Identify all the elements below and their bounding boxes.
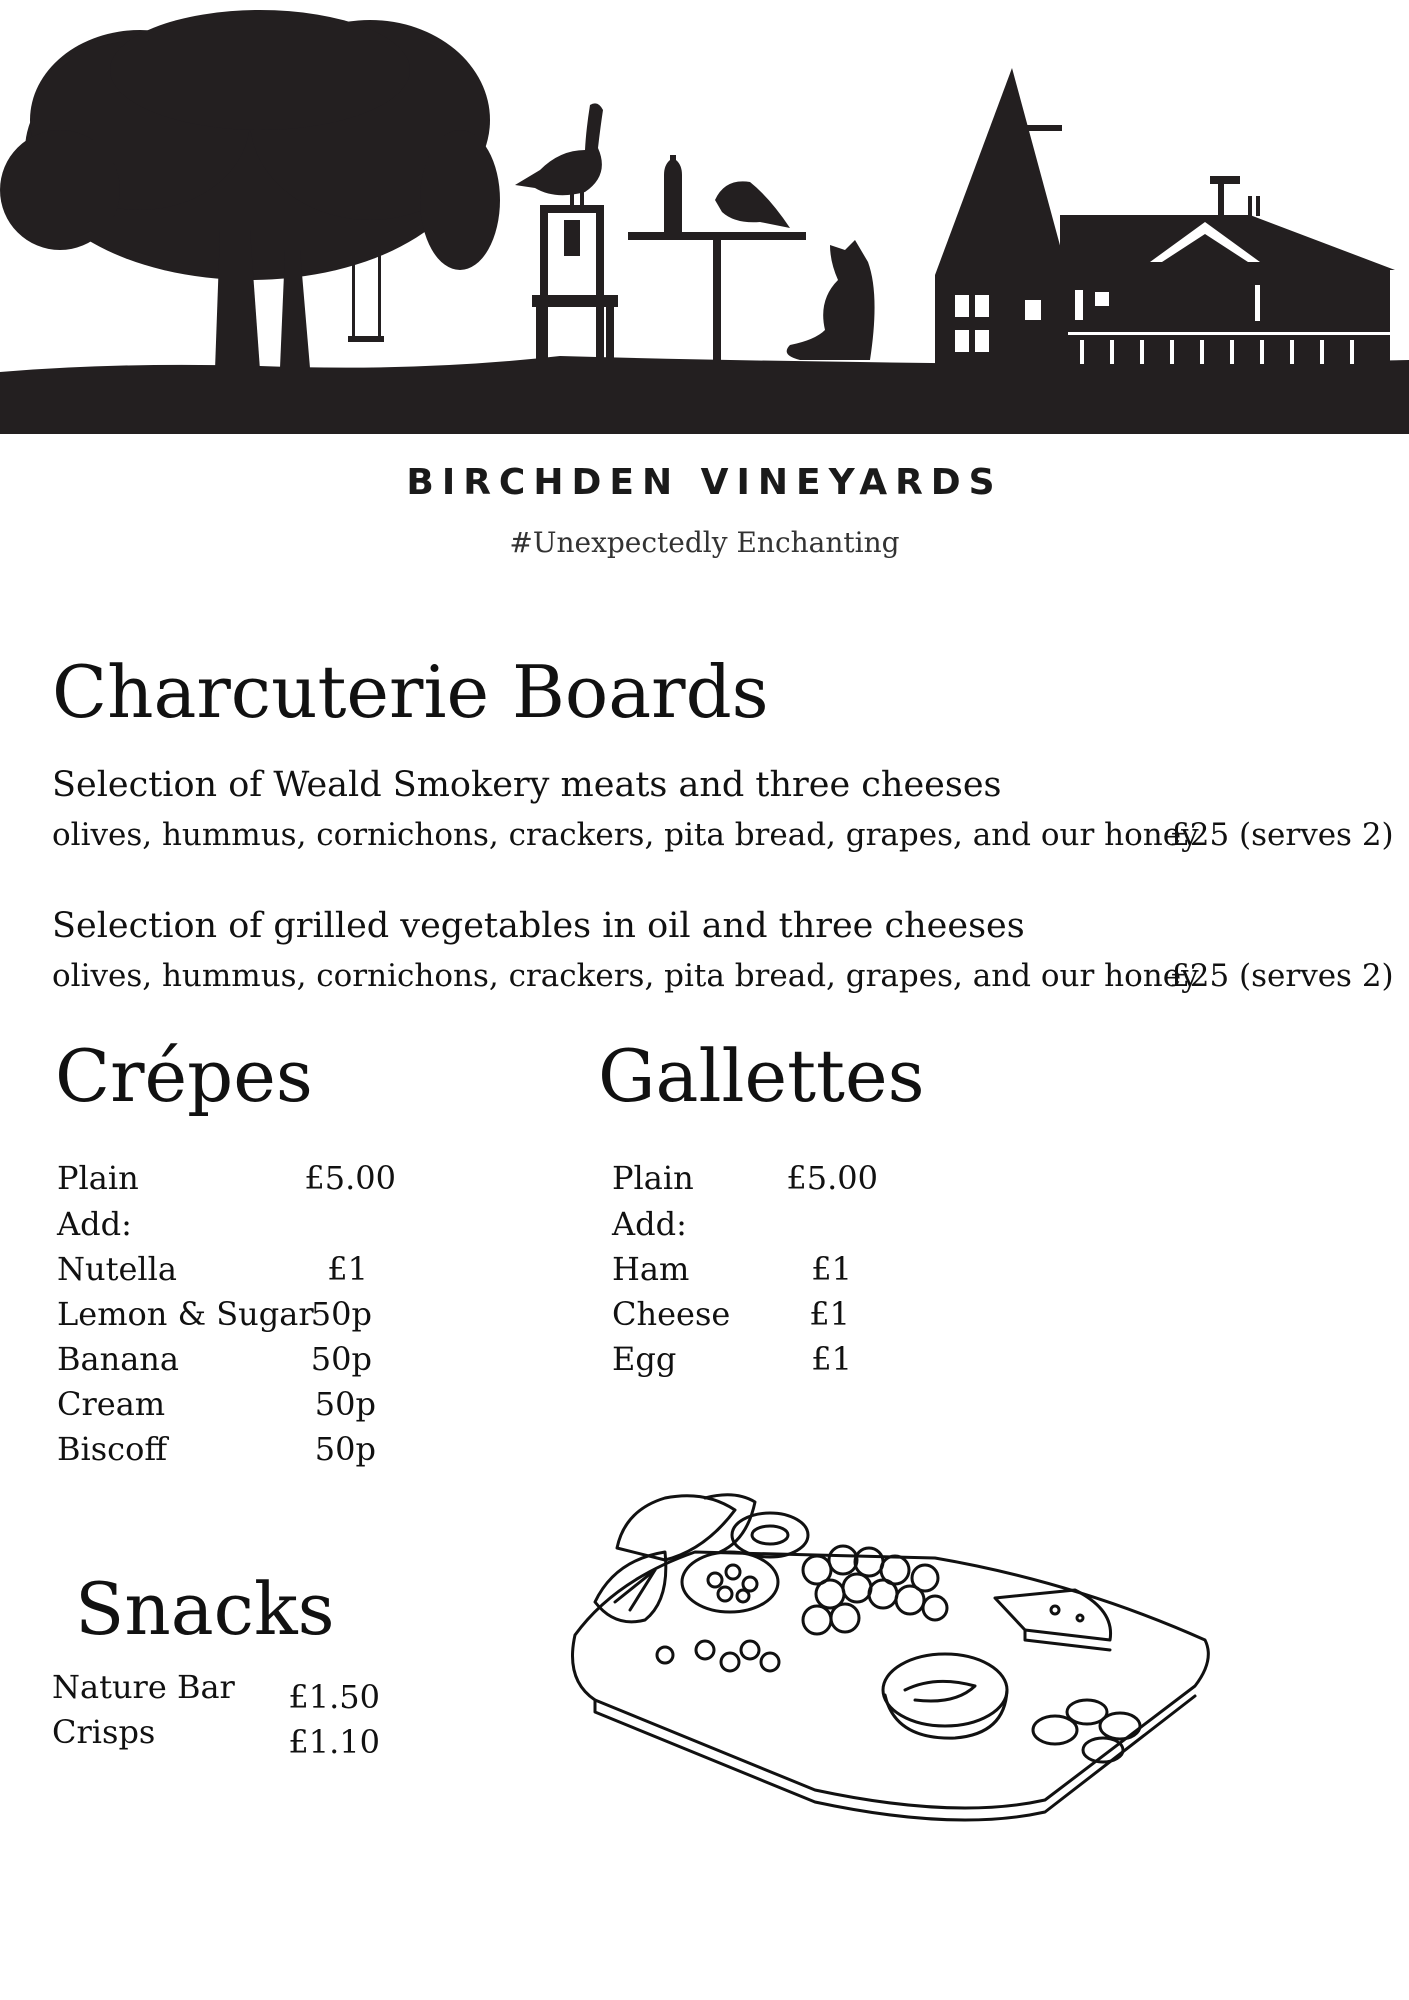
gallettes-extra-price: £1: [809, 1295, 850, 1333]
oast-house-icon: [935, 68, 1068, 370]
tree-icon: [0, 10, 500, 370]
crepes-base-price: £5.00: [304, 1159, 396, 1197]
crepes-extra-price: 50p: [314, 1385, 376, 1423]
gallettes-heading: Gallettes: [598, 1034, 925, 1118]
crepes-extra-price: 50p: [310, 1340, 372, 1378]
bird-icon: [715, 181, 790, 228]
charcuterie-heading: Charcuterie Boards: [52, 650, 769, 734]
charcuterie-item-2-description: olives, hummus, cornichons, crackers, pita bread, grapes, and our honey: [52, 958, 1199, 994]
gallettes-extra-name: Ham: [612, 1250, 690, 1288]
snacks-item-price: £1.10: [288, 1723, 380, 1761]
table-icon: [628, 155, 806, 365]
gallettes-extra-name: Cheese: [612, 1295, 731, 1333]
charcuterie-item-2-price: £25 (serves 2): [1170, 958, 1394, 994]
gallettes-add-label: Add:: [612, 1205, 687, 1243]
brand-name: BIRCHDEN VINEYARDS: [406, 462, 1003, 503]
charcuterie-board-sketch: [555, 1490, 1215, 1830]
charcuterie-item-1-price: £25 (serves 2): [1170, 817, 1394, 853]
snacks-item-price: £1.50: [288, 1678, 380, 1716]
crepes-extra-price: 50p: [310, 1295, 372, 1333]
charcuterie-item-1-description: olives, hummus, cornichons, crackers, pita bread, grapes, and our honey: [52, 817, 1199, 853]
snacks-item-name: Crisps: [52, 1713, 156, 1751]
gallettes-extra-price: £1: [811, 1340, 852, 1378]
crepes-base-name: Plain: [57, 1159, 139, 1197]
crepes-extra-price: £1: [327, 1250, 368, 1288]
crepes-extra-name: Cream: [57, 1385, 166, 1423]
gallettes-base-price: £5.00: [786, 1159, 878, 1197]
tagline: #Unexpectedly Enchanting: [509, 526, 900, 559]
crepes-extra-name: Lemon & Sugar: [57, 1295, 314, 1333]
countryside-silhouette-banner: [0, 0, 1409, 440]
crepes-extra-name: Banana: [57, 1340, 179, 1378]
crepes-add-label: Add:: [57, 1205, 132, 1243]
fox-icon: [787, 240, 875, 360]
crepes-heading: Crépes: [55, 1034, 313, 1118]
snacks-item-name: Nature Bar: [52, 1668, 235, 1706]
crepes-extra-name: Nutella: [57, 1250, 177, 1288]
goose-icon: [515, 103, 603, 206]
charcuterie-item-2-name: Selection of grilled vegetables in oil and three cheeses: [52, 906, 1025, 946]
crepes-extra-price: 50p: [314, 1430, 376, 1468]
crepes-extra-name: Biscoff: [57, 1430, 168, 1468]
snacks-heading: Snacks: [75, 1567, 335, 1651]
gallettes-extra-price: £1: [811, 1250, 852, 1288]
gallettes-extra-name: Egg: [612, 1340, 677, 1378]
gallettes-base-name: Plain: [612, 1159, 694, 1197]
chair-icon: [532, 205, 618, 365]
charcuterie-item-1-name: Selection of Weald Smokery meats and three cheeses: [52, 765, 1002, 805]
